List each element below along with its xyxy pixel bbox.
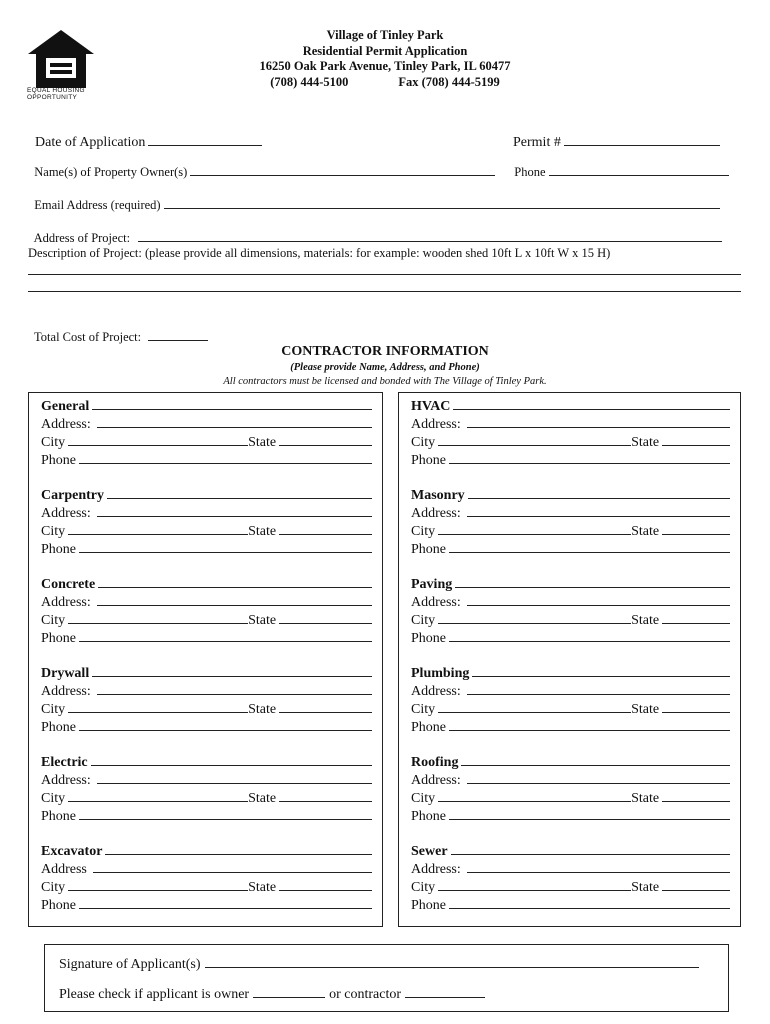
org-name: Village of Tinley Park bbox=[326, 28, 444, 42]
city-input-line[interactable] bbox=[68, 699, 248, 713]
phone-input-line[interactable] bbox=[449, 628, 730, 642]
contractor-name-row[interactable] bbox=[411, 485, 730, 503]
state-input-line[interactable] bbox=[279, 610, 372, 624]
org-fax: Fax (708) 444-5199 bbox=[398, 74, 500, 89]
phone-label: Phone bbox=[411, 631, 446, 646]
applicant-type-row bbox=[59, 984, 489, 1003]
contractor-block-electric bbox=[41, 752, 372, 824]
contractor-type-label: Drywall bbox=[41, 666, 90, 681]
total-cost-input-line[interactable] bbox=[148, 328, 208, 341]
phone-label: Phone bbox=[411, 453, 446, 468]
city-input-line[interactable] bbox=[68, 432, 248, 446]
contractor-city-row[interactable] bbox=[41, 877, 372, 895]
address-label: Address: bbox=[411, 773, 461, 788]
city-input-line[interactable] bbox=[438, 432, 631, 446]
contractor-phone-row[interactable] bbox=[41, 717, 372, 735]
state-label: State bbox=[631, 435, 660, 450]
phone-label: Phone bbox=[411, 898, 446, 913]
phone-label: Phone bbox=[41, 631, 76, 646]
contractor-block-sewer bbox=[411, 841, 730, 913]
or-contractor-label: or contractor bbox=[329, 987, 402, 1002]
state-input-line[interactable] bbox=[662, 521, 730, 535]
contractor-name-row[interactable] bbox=[411, 396, 730, 414]
state-input-line[interactable] bbox=[662, 432, 730, 446]
contractor-city-row[interactable] bbox=[411, 521, 730, 539]
contractor-phone-row[interactable] bbox=[41, 628, 372, 646]
contractor-city-row[interactable] bbox=[411, 788, 730, 806]
city-label: City bbox=[41, 613, 66, 628]
contractor-name-row[interactable] bbox=[411, 841, 730, 859]
phone-label: Phone bbox=[411, 542, 446, 557]
contractor-type-label: General bbox=[41, 399, 90, 414]
city-label: City bbox=[41, 791, 66, 806]
contractor-city-row[interactable] bbox=[411, 877, 730, 895]
contractor-city-row[interactable] bbox=[41, 788, 372, 806]
contractor-name-input-line[interactable] bbox=[92, 663, 372, 677]
contractor-block-roofing bbox=[411, 752, 730, 824]
contractor-name-row[interactable] bbox=[411, 752, 730, 770]
contractor-type-label: Sewer bbox=[411, 844, 448, 859]
contractor-block-paving bbox=[411, 574, 730, 646]
contractor-address-row[interactable] bbox=[411, 592, 730, 610]
contractor-address-row[interactable] bbox=[41, 592, 372, 610]
address-label: Address: bbox=[41, 417, 91, 432]
contractor-phone-row[interactable] bbox=[41, 895, 372, 913]
contractor-name-input-line[interactable] bbox=[105, 841, 372, 855]
contractor-section-subtitle: (Please provide Name, Address, and Phone) bbox=[290, 362, 480, 373]
email-field[interactable] bbox=[28, 181, 720, 213]
phone-label: Phone bbox=[41, 542, 76, 557]
state-label: State bbox=[631, 702, 660, 717]
contractor-phone-row[interactable] bbox=[411, 539, 730, 557]
address-input-line[interactable] bbox=[97, 592, 372, 606]
contractor-city-row[interactable] bbox=[41, 610, 372, 628]
state-input-line[interactable] bbox=[279, 699, 372, 713]
contractor-address-row[interactable] bbox=[411, 770, 730, 788]
date-of-application-field[interactable] bbox=[28, 117, 262, 151]
contractor-type-label: Carpentry bbox=[41, 488, 104, 503]
contractor-address-row[interactable] bbox=[41, 681, 372, 699]
address-label: Address: bbox=[41, 684, 91, 699]
contractor-name-row[interactable] bbox=[41, 574, 372, 592]
phone-input-line[interactable] bbox=[79, 628, 372, 642]
contractor-block-general bbox=[41, 396, 372, 468]
address-input-line[interactable] bbox=[467, 681, 730, 695]
contractor-address-row[interactable] bbox=[41, 414, 372, 432]
contractor-name-row[interactable] bbox=[411, 663, 730, 681]
contractor-type-label: Paving bbox=[411, 577, 453, 592]
owner-phone-input-line[interactable] bbox=[549, 163, 729, 176]
city-label: City bbox=[41, 524, 66, 539]
contractor-city-row[interactable] bbox=[41, 699, 372, 717]
contractor-type-label: Plumbing bbox=[411, 666, 470, 681]
city-label: City bbox=[41, 702, 66, 717]
contractor-name-input-line[interactable] bbox=[472, 663, 730, 677]
state-label: State bbox=[248, 880, 277, 895]
document-header bbox=[0, 28, 770, 90]
contractor-name-input-line[interactable] bbox=[468, 485, 730, 499]
address-label: Address: bbox=[41, 595, 91, 610]
phone-label: Phone bbox=[41, 453, 76, 468]
contractor-block-excavator bbox=[41, 841, 372, 913]
contractor-name-row[interactable] bbox=[41, 396, 372, 414]
city-input-line[interactable] bbox=[438, 788, 631, 802]
contractor-address-row[interactable] bbox=[411, 859, 730, 877]
address-input-line[interactable] bbox=[467, 859, 730, 873]
state-input-line[interactable] bbox=[662, 610, 730, 624]
email-input-line[interactable] bbox=[164, 196, 720, 209]
property-owner-field[interactable] bbox=[28, 148, 495, 180]
address-input-line[interactable] bbox=[467, 503, 730, 517]
address-input-line[interactable] bbox=[97, 770, 372, 784]
city-label: City bbox=[411, 613, 436, 628]
contractor-name-input-line[interactable] bbox=[107, 485, 372, 499]
state-label: State bbox=[631, 524, 660, 539]
address-input-line[interactable] bbox=[97, 414, 372, 428]
city-label: City bbox=[411, 880, 436, 895]
address-input-line[interactable] bbox=[97, 681, 372, 695]
address-input-line[interactable] bbox=[467, 592, 730, 606]
contractor-name-row[interactable] bbox=[411, 574, 730, 592]
contractor-phone-row[interactable] bbox=[41, 450, 372, 468]
contractor-address-row[interactable] bbox=[41, 503, 372, 521]
city-label: City bbox=[41, 435, 66, 450]
contractor-phone-row[interactable] bbox=[41, 539, 372, 557]
signature-row[interactable] bbox=[59, 954, 703, 973]
project-address-input-line[interactable] bbox=[138, 229, 722, 242]
contractor-block-drywall bbox=[41, 663, 372, 735]
phone-label: Phone bbox=[41, 809, 76, 824]
city-input-line[interactable] bbox=[68, 521, 248, 535]
org-address: 16250 Oak Park Avenue, Tinley Park, IL 60477 bbox=[259, 59, 511, 73]
contractor-address-row[interactable] bbox=[411, 681, 730, 699]
city-label: City bbox=[411, 524, 436, 539]
address-label: Address: bbox=[411, 506, 461, 521]
contractor-name-input-line[interactable] bbox=[453, 396, 730, 410]
owner-check-line[interactable] bbox=[253, 984, 325, 998]
address-input-line[interactable] bbox=[467, 414, 730, 428]
address-label: Address: bbox=[41, 506, 91, 521]
phone-input-line[interactable] bbox=[449, 539, 730, 553]
owner-phone-field[interactable] bbox=[508, 148, 729, 180]
contractor-name-input-line[interactable] bbox=[92, 396, 372, 410]
address-label: Address: bbox=[411, 684, 461, 699]
signature-input-line[interactable] bbox=[205, 954, 699, 968]
email-label: Email Address (required) bbox=[34, 198, 161, 212]
contractor-name-input-line[interactable] bbox=[451, 841, 730, 855]
contractor-city-row[interactable] bbox=[41, 432, 372, 450]
state-input-line[interactable] bbox=[662, 699, 730, 713]
address-label: Address: bbox=[411, 595, 461, 610]
contractor-name-row[interactable] bbox=[41, 485, 372, 503]
phone-input-line[interactable] bbox=[449, 717, 730, 731]
address-label: Address: bbox=[41, 773, 91, 788]
city-label: City bbox=[411, 435, 436, 450]
city-input-line[interactable] bbox=[68, 877, 248, 891]
contact-line bbox=[0, 75, 770, 91]
city-input-line[interactable] bbox=[438, 610, 631, 624]
contractor-column-right bbox=[398, 392, 741, 927]
description-line-2[interactable] bbox=[28, 291, 741, 292]
contractor-name-input-line[interactable] bbox=[455, 574, 730, 588]
org-phone: (708) 444-5100 bbox=[270, 74, 349, 89]
project-address-field[interactable] bbox=[28, 214, 722, 246]
city-input-line[interactable] bbox=[68, 610, 248, 624]
address-input-line[interactable] bbox=[467, 770, 730, 784]
contractor-type-label: HVAC bbox=[411, 399, 451, 414]
contractor-block-concrete bbox=[41, 574, 372, 646]
phone-input-line[interactable] bbox=[79, 806, 372, 820]
contractor-city-row[interactable] bbox=[411, 699, 730, 717]
total-cost-field[interactable] bbox=[28, 313, 208, 345]
phone-input-line[interactable] bbox=[79, 539, 372, 553]
city-input-line[interactable] bbox=[438, 521, 631, 535]
contractor-type-label: Concrete bbox=[41, 577, 96, 592]
city-label: City bbox=[411, 702, 436, 717]
contractor-phone-row[interactable] bbox=[41, 806, 372, 824]
contractor-name-row[interactable] bbox=[41, 841, 372, 859]
form-title: Residential Permit Application bbox=[302, 43, 468, 58]
owner-label: Name(s) of Property Owner(s) bbox=[34, 165, 188, 179]
state-input-line[interactable] bbox=[662, 877, 730, 891]
city-input-line[interactable] bbox=[438, 699, 631, 713]
contractor-block-carpentry bbox=[41, 485, 372, 557]
state-input-line[interactable] bbox=[662, 788, 730, 802]
contractor-address-row[interactable] bbox=[41, 770, 372, 788]
signature-box bbox=[44, 944, 729, 1012]
description-line-1[interactable] bbox=[28, 274, 741, 275]
phone-label: Phone bbox=[411, 720, 446, 735]
phone-input-line[interactable] bbox=[79, 895, 372, 909]
date-label: Date of Application bbox=[35, 135, 146, 150]
contractor-name-input-line[interactable] bbox=[461, 752, 730, 766]
permit-number-field[interactable] bbox=[506, 117, 720, 151]
phone-input-line[interactable] bbox=[79, 717, 372, 731]
contractor-type-label: Excavator bbox=[41, 844, 103, 859]
signature-label: Signature of Applicant(s) bbox=[59, 957, 201, 972]
city-input-line[interactable] bbox=[438, 877, 631, 891]
state-label: State bbox=[248, 702, 277, 717]
address-input-line[interactable] bbox=[93, 859, 372, 873]
address-label: Address: bbox=[411, 862, 461, 877]
contractor-type-label: Electric bbox=[41, 755, 88, 770]
date-input-line[interactable] bbox=[148, 133, 262, 146]
permit-input-line[interactable] bbox=[564, 133, 720, 146]
applicant-type-label: Please check if applicant is owner bbox=[59, 987, 250, 1002]
contractor-phone-row[interactable] bbox=[411, 628, 730, 646]
contractor-block-hvac bbox=[411, 396, 730, 468]
phone-label: Phone bbox=[41, 898, 76, 913]
contractor-phone-row[interactable] bbox=[411, 450, 730, 468]
state-label: State bbox=[248, 791, 277, 806]
contractor-phone-row[interactable] bbox=[411, 806, 730, 824]
address-label: Address: bbox=[411, 417, 461, 432]
contractor-city-row[interactable] bbox=[411, 432, 730, 450]
contractor-name-row[interactable] bbox=[41, 663, 372, 681]
permit-label: Permit # bbox=[513, 135, 561, 150]
phone-label: Phone bbox=[411, 809, 446, 824]
contractor-city-row[interactable] bbox=[41, 521, 372, 539]
state-input-line[interactable] bbox=[279, 432, 372, 446]
phone-input-line[interactable] bbox=[449, 806, 730, 820]
contractor-phone-row[interactable] bbox=[411, 717, 730, 735]
owner-input-line[interactable] bbox=[190, 163, 495, 176]
contractor-name-input-line[interactable] bbox=[98, 574, 372, 588]
phone-input-line[interactable] bbox=[449, 450, 730, 464]
phone-label: Phone bbox=[41, 720, 76, 735]
contractor-check-line[interactable] bbox=[405, 984, 485, 998]
owner-phone-label: Phone bbox=[514, 165, 546, 179]
contractor-section-note: All contractors must be licensed and bonded with The Village of Tinley Park. bbox=[223, 376, 547, 387]
phone-input-line[interactable] bbox=[79, 450, 372, 464]
state-input-line[interactable] bbox=[279, 788, 372, 802]
address-input-line[interactable] bbox=[97, 503, 372, 517]
city-label: City bbox=[411, 791, 436, 806]
state-label: State bbox=[631, 791, 660, 806]
contractor-address-row[interactable] bbox=[411, 414, 730, 432]
state-label: State bbox=[248, 435, 277, 450]
contractor-city-row[interactable] bbox=[411, 610, 730, 628]
project-address-label: Address of Project: bbox=[33, 231, 131, 245]
city-label: City bbox=[41, 880, 66, 895]
state-input-line[interactable] bbox=[279, 877, 372, 891]
contractor-phone-row[interactable] bbox=[411, 895, 730, 913]
contractor-type-label: Roofing bbox=[411, 755, 459, 770]
contractor-type-label: Masonry bbox=[411, 488, 465, 503]
contractor-section-title: CONTRACTOR INFORMATION bbox=[281, 344, 489, 359]
total-cost-label: Total Cost of Project: bbox=[34, 330, 142, 344]
state-label: State bbox=[631, 613, 660, 628]
contractor-name-input-line[interactable] bbox=[91, 752, 372, 766]
phone-input-line[interactable] bbox=[449, 895, 730, 909]
address-label: Address bbox=[41, 862, 87, 877]
city-input-line[interactable] bbox=[68, 788, 248, 802]
logo-caption: EQUAL HOUSING OPPORTUNITY bbox=[27, 87, 85, 101]
state-label: State bbox=[631, 880, 660, 895]
state-label: State bbox=[248, 524, 277, 539]
contractor-block-plumbing bbox=[411, 663, 730, 735]
contractor-name-row[interactable] bbox=[41, 752, 372, 770]
contractor-block-masonry bbox=[411, 485, 730, 557]
state-label: State bbox=[248, 613, 277, 628]
description-label: Description of Project: (please provide all dimensions, materials: for example: wooden shed 10ft L x 10ft W x 15 H) bbox=[28, 246, 611, 260]
contractor-address-row[interactable] bbox=[41, 859, 372, 877]
contractor-address-row[interactable] bbox=[411, 503, 730, 521]
contractor-column-left bbox=[28, 392, 383, 927]
state-input-line[interactable] bbox=[279, 521, 372, 535]
